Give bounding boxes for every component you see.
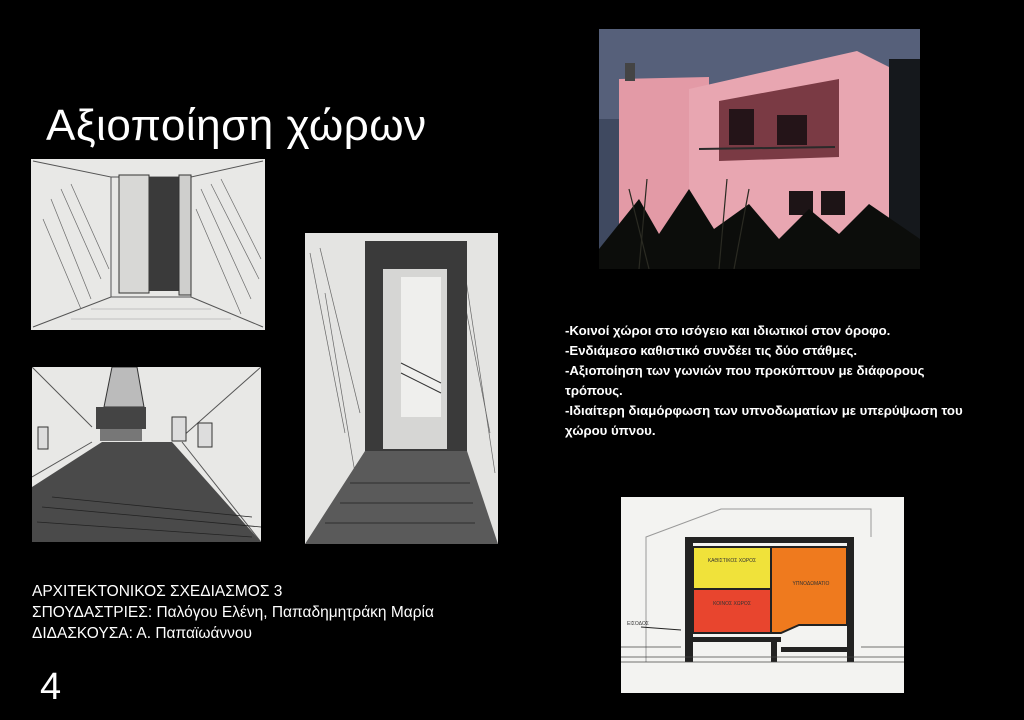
label-lounge: ΚΑΘΙΣΤΙΚΟΣ ΧΩΡΟΣ <box>707 558 757 564</box>
house-photo <box>599 29 920 269</box>
slide-title: Αξιοποίηση χώρων <box>46 101 427 151</box>
label-common: ΚΟΙΝΟΣ ΧΩΡΟΣ <box>713 601 751 607</box>
label-bedroom: ΥΠΝΟΔΩΜΑΤΙΟ <box>792 581 830 587</box>
course-name: ΑΡΧΙΤΕΚΤΟΝΙΚΟΣ ΣΧΕΔΙΑΣΜΟΣ 3 <box>32 583 283 600</box>
sketch-fireplace-room <box>32 367 261 542</box>
students-line: ΣΠΟΥΔΑΣΤΡΙΕΣ: Παλόγου Ελένη, Παπαδημητράκη Μαρία <box>32 604 434 621</box>
sketch-doorway-hall <box>305 233 498 544</box>
credits-block <box>32 581 434 644</box>
sketch-wardrobe-corridor <box>31 159 265 330</box>
label-entrance: ΕΙΣΟΔΟΣ <box>627 621 649 627</box>
description-list <box>565 321 965 441</box>
page-number: 4 <box>40 666 62 708</box>
description-item: -Ιδιαίτερη διαμόρφωση των υπνοδωματίων με υπερύψωση του χώρου ύπνου. <box>565 403 963 438</box>
section-drawing <box>621 497 904 693</box>
teacher-line: ΔΙΔΑΣΚΟΥΣΑ: Α. Παπαϊωάννου <box>32 625 253 642</box>
description-item: -Ενδιάμεσο καθιστικό συνδέει τις δύο στάθμες. <box>565 343 858 358</box>
description-item: -Κοινοί χώροι στο ισόγειο και ιδιωτικοί στον όροφο. <box>565 323 891 338</box>
description-item: -Αξιοποίηση των γωνιών που προκύπτουν με διάφορους τρόπους. <box>565 363 925 398</box>
